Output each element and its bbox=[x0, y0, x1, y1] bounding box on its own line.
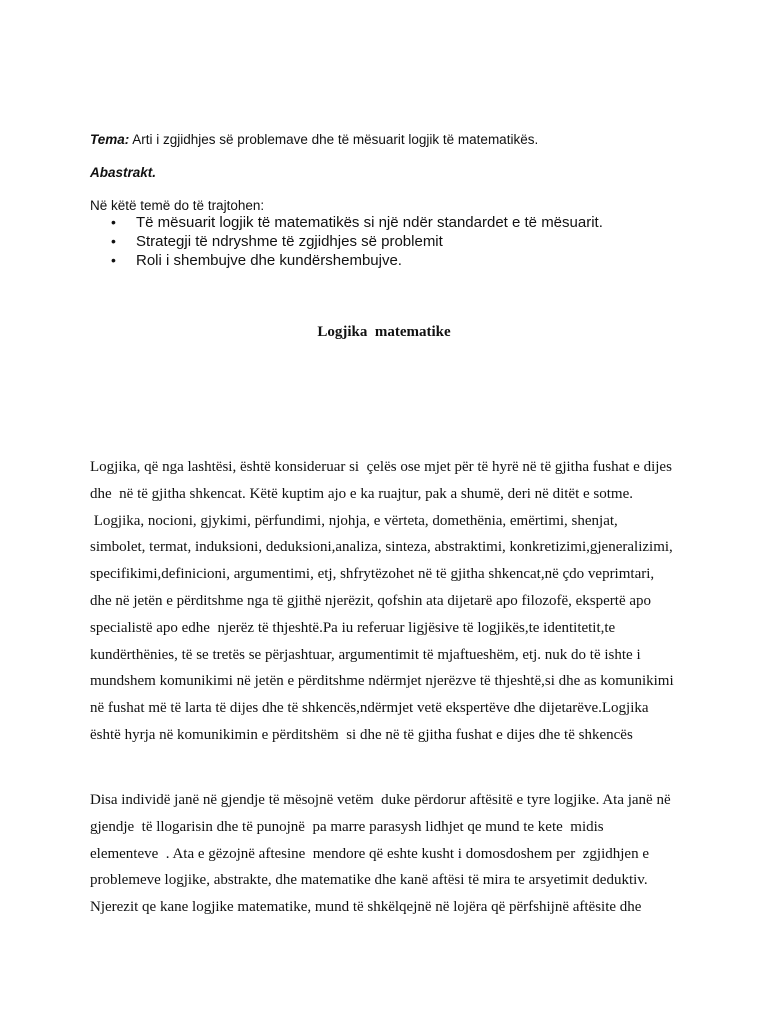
text-line: dhe në të gjitha shkencat. Këtë kuptim ajo e ka ruajtur, pak a shumë, deri në ditët e sotme. bbox=[90, 485, 633, 502]
section-heading: Logjika matematike bbox=[317, 324, 451, 340]
text-line: specifikimi,definicioni, argumentimi, etj, shfrytëzohet në të gjitha shkencat,në çdo veprimtari, bbox=[90, 566, 655, 583]
text-line: Logjika, nocioni, gjykimi, përfundimi, njohja, e vërteta, domethënia, emërtimi, shenjat, bbox=[90, 512, 618, 529]
topic-line bbox=[90, 132, 538, 147]
text-line: gjendje të llogarisin dhe të punojnë pa marre parasysh lidhjet qe mund te kete midis bbox=[90, 818, 604, 835]
bullet-item bbox=[108, 251, 603, 270]
abstract-heading: Abastrakt. bbox=[90, 165, 157, 180]
bullet-icon: • bbox=[111, 233, 116, 249]
bullet-text: Strategji të ndryshme të zgjidhjes së problemit bbox=[136, 233, 443, 250]
text-line: është hyrja në komunikimin e përditshëm si dhe në të gjitha fushat e dijes dhe të shkencës bbox=[90, 726, 633, 743]
text-line: në fushat më të larta të dijes dhe të shkencës,ndërmjet vetë ekspertëve dhe dijetarëve.Logjika bbox=[90, 700, 649, 717]
text-line: simbolet, termat, induksioni, deduksioni,analiza, sinteza, abstraktimi, konkretizimi,gjeneralizimi, bbox=[90, 539, 673, 556]
paragraph-logic-intro bbox=[90, 454, 690, 749]
bullet-icon: • bbox=[111, 252, 116, 268]
text-line: elementeve . Ata e gëzojnë aftesine mendore që eshte kusht i domosdoshem per zgjidhjen e bbox=[90, 845, 649, 862]
text-line: specialistë apo edhe njerëz të thjeshtë.Pa iu referuar ligjësive të logjikës,te identitetit,te bbox=[90, 619, 616, 636]
bullet-text: Të mësuarit logjik të matematikës si një ndër standardet e të mësuarit. bbox=[136, 214, 603, 231]
text-line: problemeve logjike, abstrakte, dhe matematike dhe kanë aftësi të mira te arsyetimit deduktiv. bbox=[90, 872, 648, 889]
text-line: mundshem komunikimi në jetën e përditshme ndërmjet njerëzve të thjeshtë,si dhe as komunikimi bbox=[90, 673, 674, 690]
text-line: Disa individë janë në gjendje të mësojnë vetëm duke përdorur aftësitë e tyre logjike. Ata janë në bbox=[90, 792, 671, 808]
topic-bullet-list bbox=[108, 213, 603, 270]
text-line: Logjika, që nga lashtësi, është konsideruar si çelës ose mjet për të hyrë në të gjitha fushat e dijes bbox=[90, 459, 672, 475]
bullet-item bbox=[108, 232, 603, 251]
topic-text: Arti i zgjidhjes së problemave dhe të mësuarit logjik të matematikës. bbox=[129, 132, 539, 147]
paragraph-individuals bbox=[90, 787, 690, 921]
text-line: Njerezit qe kane logjike matematike, mund të shkëlqejnë në lojëra që përfshijnë aftësite dhe bbox=[90, 899, 642, 916]
text-line: dhe në jetën e përditshme nga të gjithë njerëzit, qofshin ata dijetarë apo filozofë, ekspertë apo bbox=[90, 592, 652, 609]
bullet-text: Roli i shembujve dhe kundërshembujve. bbox=[136, 252, 402, 269]
bullet-icon: • bbox=[111, 214, 116, 230]
text-line: kundërthënies, të se tretës se përjashtuar, argumentimit të mjaftueshëm, etj. nuk do të ishte i bbox=[90, 646, 641, 663]
intro-text: Në këtë temë do të trajtohen: bbox=[90, 198, 265, 213]
topic-label: Tema: bbox=[90, 132, 130, 147]
bullet-item bbox=[108, 213, 603, 232]
